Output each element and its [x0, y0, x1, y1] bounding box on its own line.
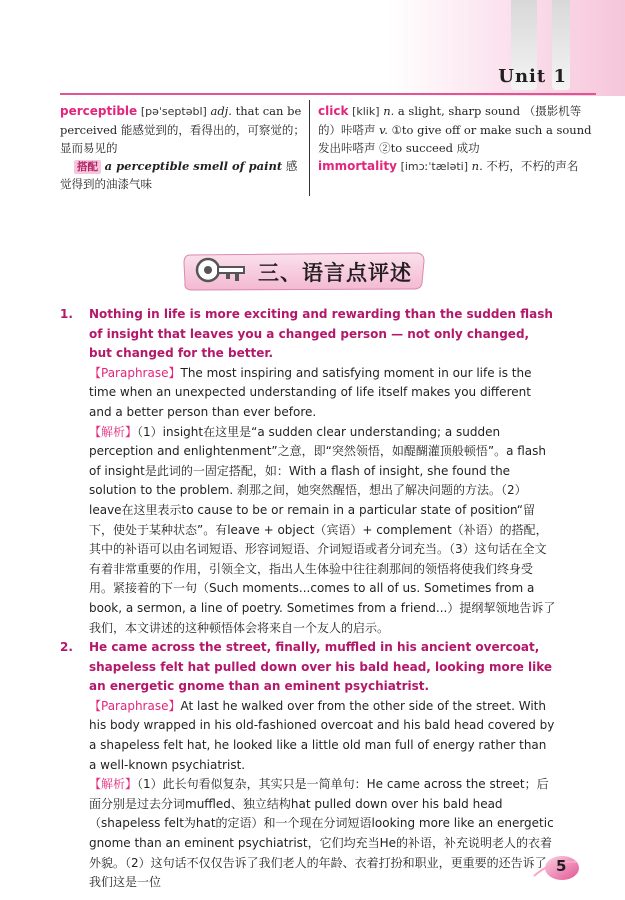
- vocab-section: [60, 100, 596, 200]
- headword: click: [318, 104, 349, 118]
- headword: immortality: [318, 159, 397, 173]
- part-of-speech: n.: [471, 159, 483, 173]
- collocation-english: a perceptible smell of paint: [104, 159, 283, 173]
- phonetic: [klik]: [352, 105, 380, 118]
- part-of-speech: v.: [379, 123, 388, 137]
- paraphrase-label: 【Paraphrase】: [89, 698, 181, 713]
- paraphrase-text: The most inspiring and satisfying moment in our life is the time when an unexpected understanding of life itself makes you different and a better person than ever before.: [89, 365, 532, 419]
- collocation-tag: 搭配: [74, 160, 101, 174]
- analysis-paragraph: [60, 775, 556, 893]
- definition: a slight, sharp sound （摄影机等的）咔嗒声: [318, 104, 582, 137]
- analysis-text: （1）insight在这里是“a sudden clear understanding; a sudden perception and enlightenment”之意，即“突然领悟，如醍醐灌顶般顿悟”。a flash of insight是此词的一固定搭配，如：With a flash of insight, she found the solution to the problem. 刹那之间，她突然醒悟，想出了解决问题的方法。（2）leave在这里表示to cause to be or remain in a particular state of position“留下，使处于某种状态”。有leave + object（宾语）+ complement（补语）的搭配，其中的补语可以由名词短语、形容词短语、介词短语或者分词充当。（3）这句话在全文有着非常重要的作用，引领全文，指出人生体验中往往刹那间的领悟将使我们终身受用。紧接着的下一句（Such moments...comes to all of us. Sometimes from a book, a sermon, a line of poetry. Sometimes from a friend...）提纲挈领地告诉了我们，本文讲述的这种顿悟体会将来自一个友人的启示。: [89, 424, 556, 635]
- item-heading: [60, 638, 556, 697]
- page-number: 5: [556, 857, 567, 875]
- note-item: [60, 638, 556, 893]
- part-of-speech: n.: [383, 104, 395, 118]
- definition: ①to give off or make such a sound 发出咔嗒声 ②to succeed 成功: [318, 123, 592, 155]
- analysis-paragraph: [60, 423, 556, 639]
- vocab-right-column: [318, 102, 596, 176]
- collocation-chinese: 感觉得到的油漆气味: [60, 159, 298, 191]
- section-banner: [180, 249, 428, 293]
- phonetic: [imɔːˈtæləti]: [400, 160, 468, 173]
- definition: that can be perceived 能感觉到的，看得出的，可察觉的；显而易见的: [60, 104, 305, 155]
- section-title: 三、语言点评述: [258, 261, 412, 285]
- item-sentence: Nothing in life is more exciting and rewarding than the sudden flash of insight that leaves you a changed person — not only changed, but changed for the better.: [89, 307, 553, 361]
- paraphrase-text: At last he walked over from the other side of the street. With his body wrapped in his old-fashioned overcoat and his bald head covered by a shapeless felt hat, he looked like a little old man full of energy rather than a well-known psychiatrist.: [89, 698, 555, 772]
- item-number: 1.: [60, 307, 73, 321]
- definition: 不朽，不朽的声名: [486, 159, 579, 173]
- note-item: [60, 305, 556, 638]
- header-rule: [60, 93, 596, 95]
- column-divider: [309, 100, 310, 196]
- paraphrase-paragraph: [60, 364, 556, 423]
- analysis-text: （1）此长句看似复杂，其实只是一简单句：He came across the street；后面分别是过去分词muffled、独立结构hat pulled down over his bald head （shapeless felt为hat的定语）和一个现在分词短语looking more like an energetic gnome than an eminent psychiatrist，它们均充当He的补语，补充说明老人的衣着外貌。（2）这句话不仅仅告诉了我们老人的年龄、衣着打扮和职业，更重要的还告诉了我们这是一位: [89, 777, 554, 890]
- headword: perceptible: [60, 104, 138, 118]
- paraphrase-label: 【Paraphrase】: [89, 365, 181, 380]
- item-number: 2.: [60, 640, 73, 655]
- notes-body: [60, 305, 556, 893]
- paraphrase-paragraph: [60, 697, 556, 775]
- part-of-speech: adj.: [210, 104, 232, 118]
- vocab-left-column: [60, 102, 306, 193]
- unit-title: Unit 1: [498, 66, 567, 87]
- item-heading: [60, 305, 556, 364]
- item-sentence: He came across the street, finally, muffled in his ancient overcoat, shapeless felt hat pulled down over his bald head, looking more like an energetic gnome than an eminent psychiatrist.: [89, 640, 553, 694]
- phonetic: [pəˈseptəbl]: [140, 105, 207, 118]
- analysis-label: 【解析】: [89, 777, 138, 792]
- analysis-label: 【解析】: [89, 424, 138, 439]
